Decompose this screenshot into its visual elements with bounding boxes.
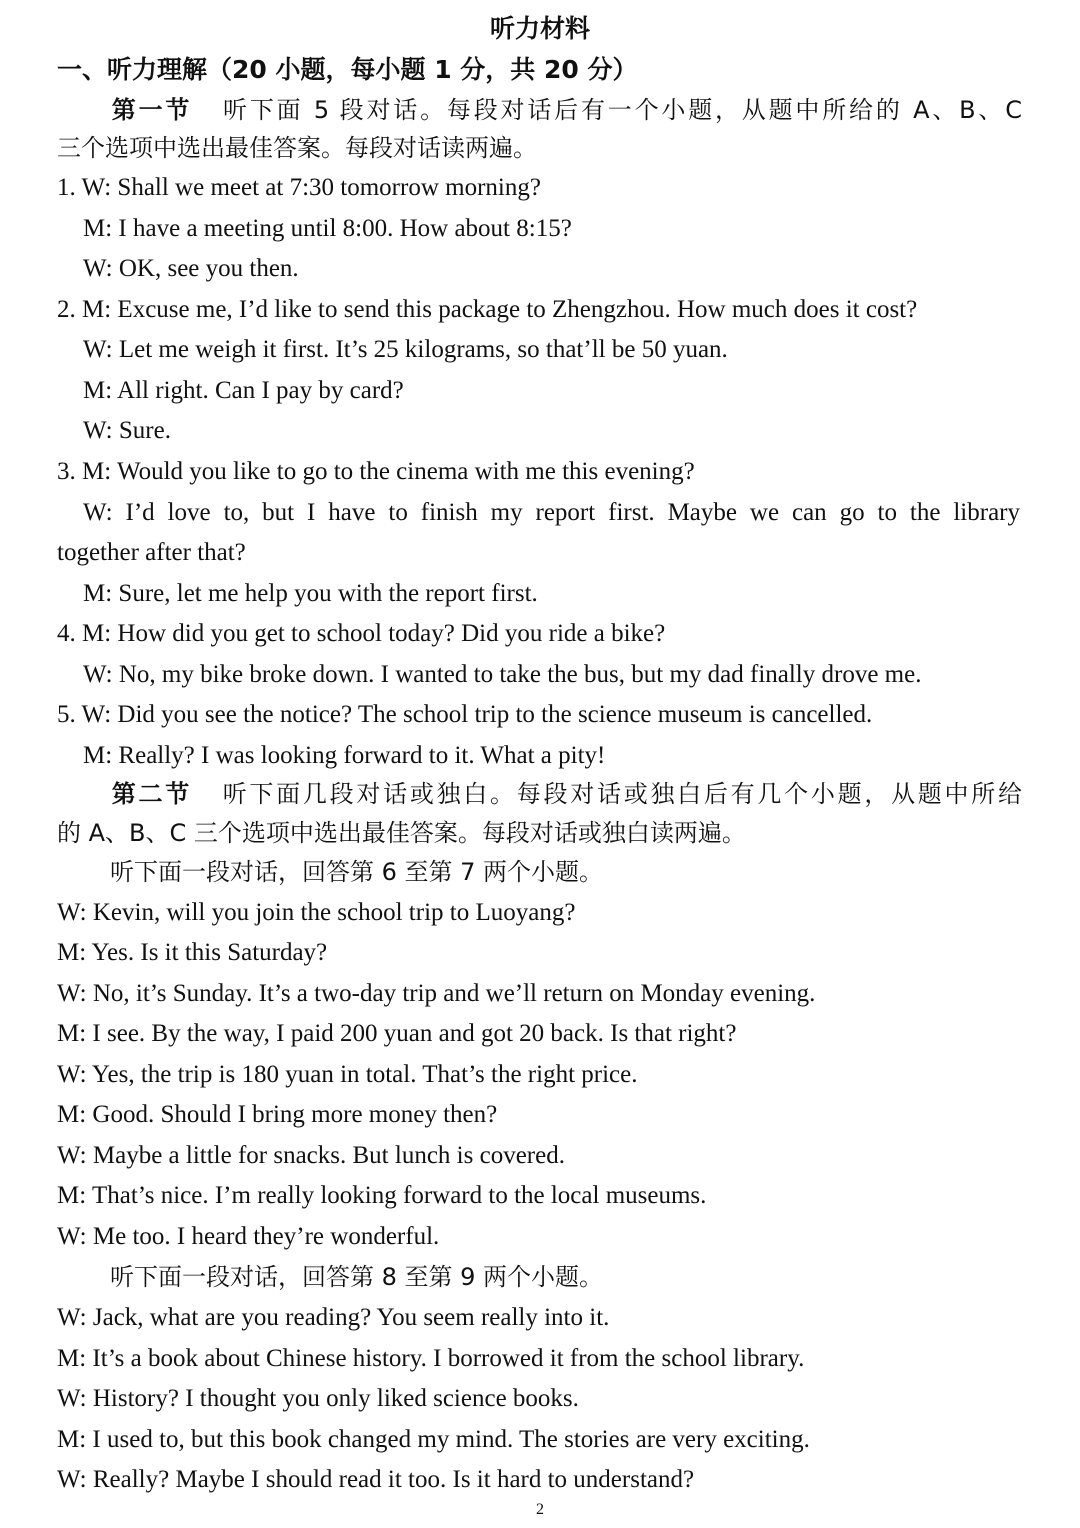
dialogue-line: W: Really? Maybe I should read it too. Is it hard to understand? [57,1466,695,1493]
part2-instructions-line2: 的 A、B、C 三个选项中选出最佳答案。每段对话或独白读两遍。 [57,819,746,847]
dialogue-line: M: Sure, let me help you with the report first. [83,580,538,607]
dialogue-line: M: I see. By the way, I paid 200 yuan and got 20 back. Is that right? [57,1020,737,1047]
dialogue-line: M: I have a meeting until 8:00. How about 8:15? [83,215,572,242]
dialogue-line: together after that? [57,539,246,566]
section-heading: 一、听力理解（20 小题，每小题 1 分，共 20 分） [57,55,638,84]
dialogue-line: M: All right. Can I pay by card? [83,377,404,404]
part1-instructions-line1: 第一节 听下面 5 段对话。每段对话后有一个小题，从题中所给的 A、B、C [109,96,1023,124]
part2-label: 第二节 [109,780,192,808]
part1-label: 第一节 [109,96,193,124]
dialogue-intro: 听下面一段对话，回答第 8 至第 9 两个小题。 [110,1263,604,1291]
dialogue-line: 2. M: Excuse me, I’d like to send this package to Zhengzhou. How much does it cost? [57,296,918,323]
dialogue-line: W: OK, see you then. [83,255,299,282]
page-title: 听力材料 [489,14,590,43]
dialogue-line: M: That’s nice. I’m really looking forward to the local museums. [57,1182,707,1209]
dialogue-intro: 听下面一段对话，回答第 6 至第 7 两个小题。 [110,858,604,886]
dialogue-line: 5. W: Did you see the notice? The school trip to the science museum is cancelled. [57,701,873,728]
dialogue-line: 3. M: Would you like to go to the cinema with me this evening? [57,458,695,485]
dialogue-line: W: I’d love to, but I have to finish my report first. Maybe we can go to the library [83,499,1020,526]
dialogue-line: W: Let me weigh it first. It’s 25 kilograms, so that’ll be 50 yuan. [83,336,728,363]
dialogue-line: M: Good. Should I bring more money then? [57,1101,498,1128]
dialogue-line: M: Yes. Is it this Saturday? [57,939,328,966]
part2-instructions-line1: 第二节 听下面几段对话或独白。每段对话或独白后有几个小题，从题中所给 [109,780,1023,808]
page-number: 2 [536,1501,544,1518]
dialogue-line: W: Maybe a little for snacks. But lunch is covered. [57,1142,565,1169]
dialogue-line: W: Yes, the trip is 180 yuan in total. That’s the right price. [57,1061,638,1088]
dialogue-line: W: History? I thought you only liked science books. [57,1385,579,1412]
dialogue-line: W: Me too. I heard they’re wonderful. [57,1223,440,1250]
dialogue-line: W: Jack, what are you reading? You seem really into it. [57,1304,610,1331]
dialogue-line: 4. M: How did you get to school today? Did you ride a bike? [57,620,666,647]
dialogue-line: W: Sure. [83,417,171,444]
dialogue-line: W: Kevin, will you join the school trip to Luoyang? [57,899,576,926]
dialogue-line: W: No, it’s Sunday. It’s a two-day trip and we’ll return on Monday evening. [57,980,816,1007]
dialogue-line: M: Really? I was looking forward to it. What a pity! [83,742,606,769]
dialogue-line: M: It’s a book about Chinese history. I borrowed it from the school library. [57,1345,805,1372]
dialogue-line: M: I used to, but this book changed my mind. The stories are very exciting. [57,1426,810,1453]
dialogue-line: W: No, my bike broke down. I wanted to take the bus, but my dad finally drove me. [83,661,922,688]
part1-instructions-line2: 三个选项中选出最佳答案。每段对话读两遍。 [57,134,537,162]
dialogue-line: 1. W: Shall we meet at 7:30 tomorrow morning? [57,174,541,201]
